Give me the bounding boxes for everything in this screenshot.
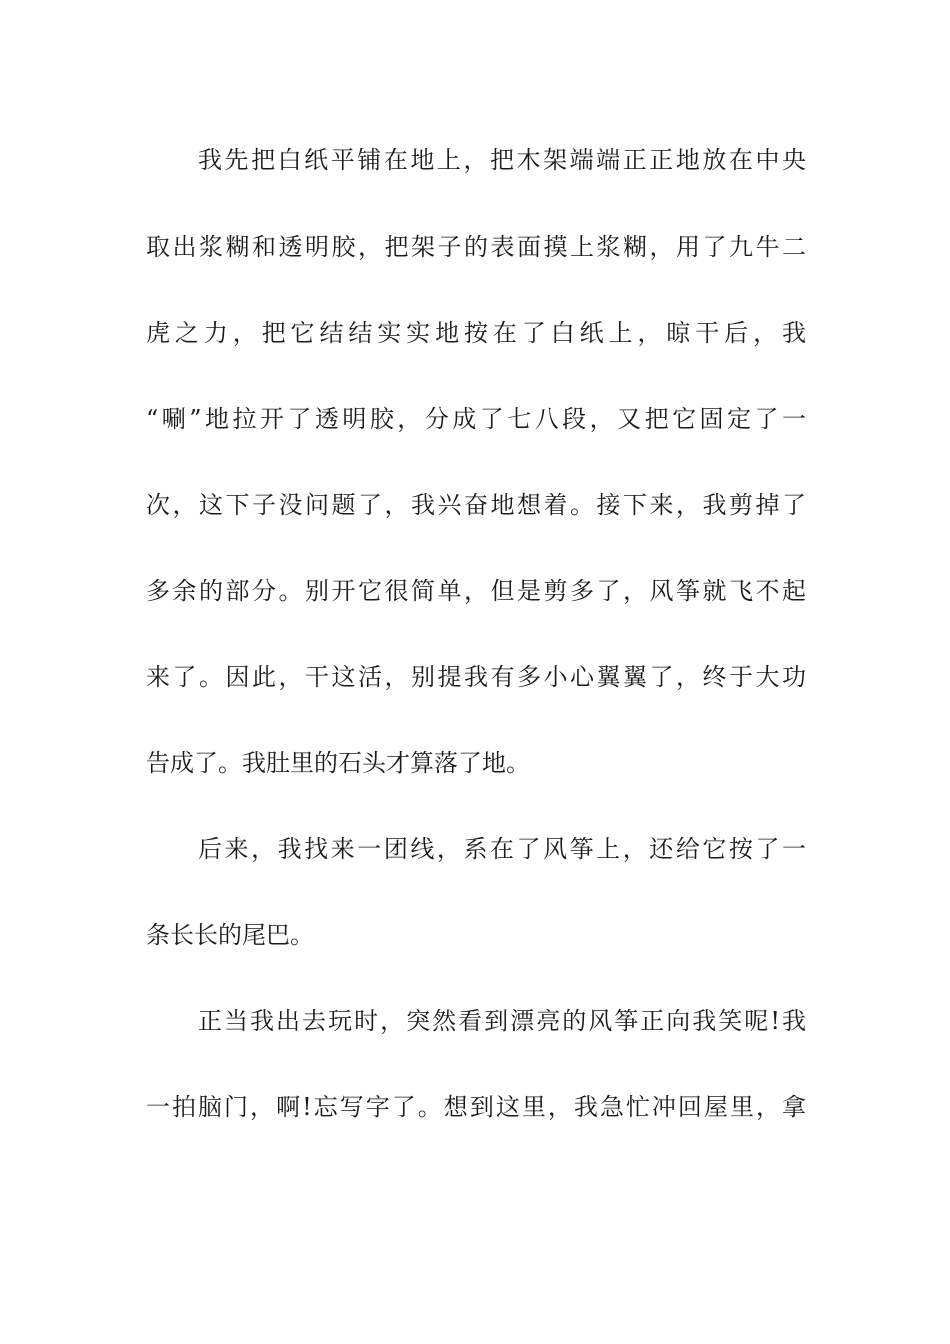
paragraph-line-1: 我先把白纸平铺在地上，把木架端端正正地放在中央 (198, 146, 806, 174)
paragraph-line-2: 取出浆糊和透明胶，把架子的表面摸上浆糊，用了九牛二 (146, 233, 806, 261)
paragraph-line-6: 多余的部分。别开它很简单，但是剪多了，风筝就飞不起 (146, 577, 806, 605)
paragraph-line-10: 条长长的尾巴。 (146, 921, 314, 949)
paragraph-line-4: “唰”地拉开了透明胶，分成了七八段，又把它固定了一 (146, 405, 806, 433)
paragraph-line-5: 次，这下子没问题了，我兴奋地想着。接下来，我剪掉了 (146, 491, 806, 519)
paragraph-line-12: 一拍脑门，啊!忘写字了。想到这里，我急忙冲回屋里，拿 (146, 1093, 806, 1121)
paragraph-line-3: 虎之力，把它结结实实地按在了白纸上，晾干后，我 (146, 319, 806, 347)
paragraph-line-7: 来了。因此，干这活，别提我有多小心翼翼了，终于大功 (146, 663, 806, 691)
paragraph-line-9: 后来，我找来一团线，系在了风筝上，还给它按了一 (198, 835, 806, 863)
paragraph-line-8: 告成了。我肚里的石头才算落了地。 (146, 749, 530, 777)
paragraph-line-11: 正当我出去玩时，突然看到漂亮的风筝正向我笑呢!我 (198, 1007, 806, 1035)
